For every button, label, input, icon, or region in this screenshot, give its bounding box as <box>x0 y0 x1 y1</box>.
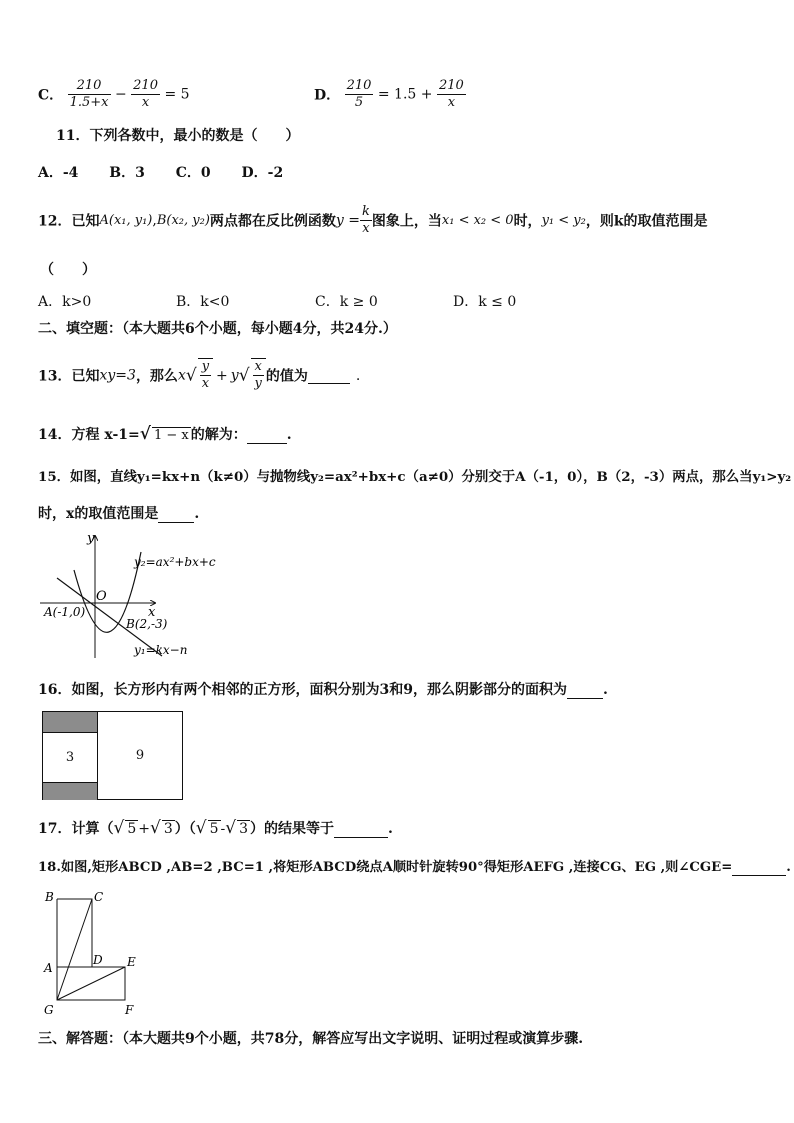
q10-c-fraction-2: $\frac{210}{x}$ <box>133 78 158 110</box>
q12-mid3: 时， <box>513 213 542 230</box>
q13-coef-y: y <box>230 367 239 384</box>
q16-big-square: 9 <box>135 748 145 763</box>
q10-option-c <box>38 78 190 111</box>
q12-cond1: x₁ < x₂ < 0 <box>441 213 514 228</box>
q12-option-d: D．k ≤ 0 <box>453 294 517 310</box>
q15-origin-label: O <box>96 589 107 604</box>
q17-stem: 17．计算（√ 5 +√ 3 ）（√ 5 -√ 3 ）的结果等于 . <box>38 818 393 838</box>
q10-d-mid: = 1.5 + <box>377 86 433 103</box>
q13-cond: xy=3 <box>99 367 136 384</box>
section3-heading: 三、解答题：（本大题共9个小题，共78分，解答应写出文字说明、证明过程或演算步骤. <box>38 1031 584 1047</box>
q18-rect-abcd <box>57 899 92 967</box>
q14-stem: 14．方程 x-1=√ 1 − x 的解为： . <box>38 424 292 444</box>
q15-parabola-label: y₂=ax²+bx+c <box>134 555 216 569</box>
q14-answer-blank[interactable] <box>247 427 287 444</box>
q12-sep: , <box>152 212 157 229</box>
q15-line-label: y₁=kx−n <box>134 643 188 657</box>
q18-stem: 18.如图,矩形ABCD ,AB=2 ,BC=1 ,将矩形ABCD绕点A顺时针旋转90°得矩形AEFG ,连接CG、EG ,则∠CGE= . <box>38 860 791 875</box>
q18-segment-cg <box>57 899 92 1000</box>
q11-option-d: D．-2 <box>241 165 284 181</box>
q12-paren: （ ） <box>40 262 96 278</box>
q12-point-b: B(x₂, y₂) <box>156 213 210 228</box>
q14-end: . <box>286 427 292 443</box>
q18-label-e: E <box>127 955 136 969</box>
q13-stem: 13．已知xy=3，那么x√ $\frac{y}{x}$ + y√ $\frac{x}{y}$ 的值为 . <box>38 359 361 391</box>
q12-tail: ，则k的取值范围是 <box>585 213 708 230</box>
q14-prefix: 14．方程 x-1= <box>38 427 140 443</box>
q15-point-b-label: B(2,-3) <box>126 617 168 631</box>
q15-line2: 时，x的取值范围是 . <box>38 506 200 522</box>
q13-sqrt-1: $\frac{y}{x}$ <box>198 358 213 392</box>
q10-c-label: C． <box>38 87 64 104</box>
q12-func-lhs: y = <box>335 212 360 229</box>
q12-stem <box>38 204 708 237</box>
q13-end: . <box>355 367 361 384</box>
q10-c-fraction-1: $\frac{210}{1.5+x}$ <box>69 78 109 110</box>
q15-y-label: y <box>87 531 95 546</box>
q10-c-rhs: = 5 <box>164 86 190 103</box>
q18-label-b: B <box>45 890 54 904</box>
q18-label-a: A <box>44 961 53 975</box>
q11-option-a: A．-4 <box>38 165 79 181</box>
q15-x-label: x <box>148 605 156 620</box>
q16-stem: 16．如图，长方形内有两个相邻的正方形，面积分别为3和9，那么阴影部分的面积为 . <box>38 682 608 698</box>
q11-option-c: C．0 <box>175 165 211 181</box>
q13-mid: ，那么 <box>135 368 178 385</box>
q12-prefix: 12．已知 <box>38 213 100 230</box>
q15-answer-blank[interactable] <box>158 506 194 523</box>
q12-option-a: A．k>0 <box>38 294 92 310</box>
q10-d-fraction-1: $\frac{210}{5}$ <box>346 78 372 110</box>
q17-answer-blank[interactable] <box>334 821 388 838</box>
q13-coef-x: x <box>177 367 186 384</box>
q16-figure <box>42 711 183 800</box>
q13-answer-blank[interactable] <box>308 367 350 384</box>
q16-shade-top <box>43 712 98 733</box>
q16-shade-bottom <box>43 782 98 800</box>
q18-label-g: G <box>44 1003 54 1017</box>
q12-option-b: B．k<0 <box>176 294 230 310</box>
q13-sqrt-2: $\frac{x}{y}$ <box>251 358 266 392</box>
q18-figure <box>40 884 150 1019</box>
q15-figure <box>40 528 230 663</box>
q11-options <box>38 162 283 182</box>
q12-func-fraction: $\frac{k}{x}$ <box>362 204 370 236</box>
q10-option-d <box>314 78 466 111</box>
q12-cond2: y₁ < y₂ <box>541 213 586 228</box>
q10-c-minus: − <box>114 86 127 103</box>
q11-option-b: B．3 <box>109 165 145 181</box>
q18-answer-blank[interactable] <box>732 860 786 876</box>
q10-d-label: D． <box>314 87 341 104</box>
q10-d-fraction-2: $\frac{210}{x}$ <box>438 78 464 110</box>
q14-radicand: 1 − x <box>153 428 189 443</box>
q12-mid2: 图象上，当 <box>371 213 442 230</box>
section2-heading: 二、填空题：（本大题共6个小题，每小题4分，共24分.） <box>38 321 397 337</box>
q18-label-d: D <box>93 953 103 967</box>
q15-line1: 15．如图，直线y₁=kx+n（k≠0）与抛物线y₂=ax²+bx+c（a≠0）分别交于A（-1，0），B（2，-3）两点，那么当y₁>y₂ <box>38 469 792 485</box>
q12-option-c: C．k ≥ 0 <box>315 294 378 310</box>
q16-answer-blank[interactable] <box>567 682 603 699</box>
q13-prefix: 13．已知 <box>38 368 100 385</box>
q12-point-a: A(x₁, y₁) <box>99 213 153 228</box>
q12-mid: 两点都在反比例函数 <box>209 213 336 230</box>
q16-small-square: 3 <box>43 733 98 782</box>
q13-tail: 的值为 <box>265 368 308 385</box>
q18-label-c: C <box>94 890 104 904</box>
q13-plus: + <box>216 367 228 384</box>
q11-stem: 11．下列各数中，最小的数是（ ） <box>56 128 300 144</box>
q15-point-a-label: A(-1,0) <box>44 605 86 619</box>
q18-label-f: F <box>125 1003 134 1017</box>
q14-tail: 的解为： <box>190 427 247 443</box>
